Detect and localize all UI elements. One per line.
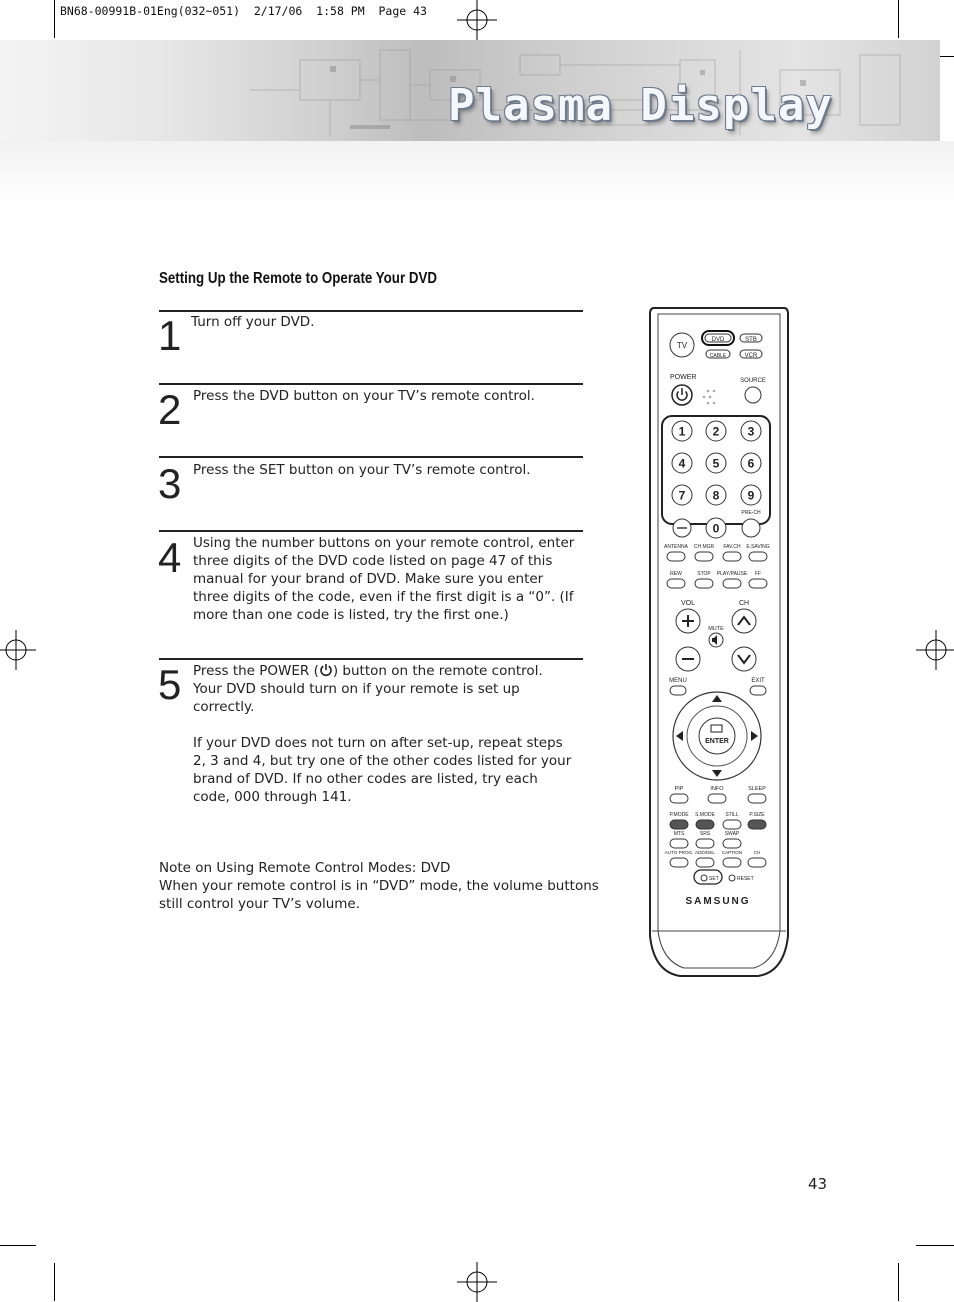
set-button: [701, 875, 707, 881]
step-divider: [159, 310, 583, 312]
step-line: If your DVD does not turn on after set-up, repeat steps 2, 3 and 4, but try one of the other codes listed for your brand of DVD. If no other codes are listed, try each code, 000 through 141.: [193, 735, 572, 805]
step-number: 5: [158, 661, 182, 708]
remote-button: [708, 794, 726, 803]
digit-label: 7: [678, 488, 686, 503]
remote-button-label: P.MODE: [669, 812, 689, 818]
pre-ch-label: PRE-CH: [741, 510, 761, 516]
step-text: [191, 313, 581, 331]
digit-label: 9: [747, 488, 755, 503]
step-number: 4: [158, 534, 182, 581]
banner-shadow-band: [0, 141, 954, 206]
ch-label: CH: [738, 600, 750, 607]
ch-down-button: [732, 647, 756, 671]
remote-button: [749, 579, 767, 588]
step-line: [193, 662, 578, 680]
print-header: BN68-00991B-01Eng(032~051) 2/17/06 1:58 PM Page 43: [60, 4, 427, 18]
cable-mode-label: CABLE: [709, 353, 727, 359]
step-divider: [159, 456, 583, 458]
remote-button-label: SLEEP: [748, 786, 766, 792]
remote-button: [695, 579, 713, 588]
step-divider: [159, 383, 583, 385]
remote-button: [670, 858, 688, 867]
remote-button-label: P.SIZE: [749, 812, 765, 818]
power-icon: [319, 663, 333, 677]
registration-mark-icon: [916, 630, 954, 670]
remote-control-illustration: [648, 306, 790, 978]
registration-mark-icon: [457, 1262, 497, 1302]
reset-button: [729, 875, 735, 881]
remote-button: [748, 794, 766, 803]
remote-button-label: PLAY/PAUSE: [716, 571, 748, 577]
page-number: 43: [808, 1175, 828, 1193]
step-number: 1: [158, 312, 182, 359]
step-line: Using the number buttons on your remote control, enter three digits of the DVD code listed on page 47 of this manual for your brand of DVD. Make sure you enter three digits of the code, even if the first digit is a “0”. (If more than one code is listed, try the first one.): [193, 535, 575, 623]
registration-mark-icon: [0, 630, 36, 670]
menu-label: MENU: [669, 678, 687, 684]
source-button: [745, 387, 761, 403]
exit-button: [750, 686, 766, 695]
remote-button: [723, 820, 741, 829]
step-line: Press the DVD button on your TV’s remote control.: [193, 388, 535, 404]
remote-button-label: ADD/DEL: [695, 850, 715, 855]
remote-button: [748, 858, 766, 867]
remote-button-label: CH MGR: [693, 544, 715, 550]
step-line: Your DVD should turn on if your remote is set up correctly.: [193, 681, 520, 715]
step-number: 3: [158, 460, 182, 507]
remote-button: [723, 579, 741, 588]
digit-label: 8: [712, 488, 720, 503]
dvd-mode-label: DVD: [711, 337, 725, 343]
remote-button: [748, 820, 766, 829]
remote-button-label: REW: [670, 571, 682, 577]
remote-button: [696, 839, 714, 848]
remote-button-label: MTS: [673, 831, 685, 837]
remote-button-label: E.SAVING: [746, 544, 770, 550]
crop-mark: [0, 1245, 36, 1246]
remote-button: [670, 820, 688, 829]
remote-button-label: ANTENNA: [664, 544, 688, 550]
remote-button-label: S.MODE: [695, 812, 715, 818]
remote-button: [723, 552, 741, 561]
remote-button: [667, 579, 685, 588]
remote-button: [696, 820, 714, 829]
remote-button: [667, 552, 685, 561]
remote-button: [695, 552, 713, 561]
step-line-part: Press the POWER (: [193, 663, 319, 679]
pre-ch-button: [742, 519, 760, 537]
step-divider: [159, 530, 583, 532]
remote-button-label: STILL: [725, 812, 739, 818]
digit-label: 3: [747, 424, 755, 439]
exit-label: EXIT: [751, 678, 765, 684]
remote-button-label: PIP: [674, 786, 684, 792]
crop-mark: [916, 1245, 954, 1246]
remote-button: [696, 858, 714, 867]
mute-label: MUTE: [708, 626, 724, 632]
enter-label: ENTER: [705, 738, 729, 745]
section-title: Setting Up the Remote to Operate Your DVD: [159, 270, 437, 287]
digit-label: 6: [747, 456, 755, 471]
digit-label: 2: [712, 424, 720, 439]
remote-button-label: STOP: [697, 571, 711, 577]
remote-button-label: INFO: [710, 786, 724, 792]
stb-mode-label: STB: [745, 337, 757, 343]
step-line: Turn off your DVD.: [191, 314, 315, 330]
crop-mark: [898, 0, 899, 38]
source-label: SOURCE: [740, 378, 766, 384]
remote-button-label: AUTO PROG.: [664, 850, 694, 855]
banner-title: Plasma Display: [448, 80, 833, 131]
ch-up-button: [732, 609, 756, 633]
header-banner: [0, 40, 940, 141]
tv-mode-label: TV: [676, 341, 688, 350]
remote-button-label: CAPTION: [721, 850, 743, 855]
note-body: When your remote control is in “DVD” mode, the volume buttons still control your TV’s volume.: [159, 878, 599, 912]
registration-mark-icon: [457, 0, 497, 40]
remote-button: [670, 794, 688, 803]
step-text: [193, 387, 583, 405]
note-title: Note on Using Remote Control Modes: DVD: [159, 860, 451, 876]
step-line-part: ) button on the remote control.: [332, 663, 543, 679]
remote-button: [723, 839, 741, 848]
vol-label: VOL: [680, 600, 696, 607]
remote-button-label: FAV.CH: [723, 544, 741, 550]
digit-label: 1: [678, 424, 686, 439]
step-number: 2: [158, 386, 182, 433]
crop-mark: [54, 0, 55, 38]
remote-button-label: CH: [753, 850, 761, 855]
menu-button: [670, 686, 686, 695]
digit-label: 5: [712, 456, 720, 471]
step-divider: [159, 658, 583, 660]
crop-mark: [898, 1263, 899, 1301]
remote-button-label: SWAP: [724, 831, 740, 837]
step-text: [193, 461, 583, 479]
digit-label: 0: [712, 521, 720, 536]
set-label: SET: [709, 876, 719, 882]
digit-label: 4: [678, 456, 686, 471]
remote-button: [670, 839, 688, 848]
vcr-mode-label: VCR: [744, 353, 758, 359]
power-label: POWER: [670, 374, 697, 381]
note-block: [159, 859, 619, 913]
crop-mark: [54, 1263, 55, 1301]
remote-button: [749, 552, 767, 561]
step-text: [193, 662, 578, 806]
remote-button-label: SRS: [699, 831, 711, 837]
remote-button: [723, 858, 741, 867]
enter-button: [699, 718, 735, 754]
step-text: [193, 534, 578, 624]
remote-button-label: FF: [754, 571, 762, 577]
reset-label: RESET: [737, 876, 754, 882]
brand-logo: SAMSUNG: [685, 896, 751, 907]
step-line: Press the SET button on your TV’s remote control.: [193, 462, 531, 478]
